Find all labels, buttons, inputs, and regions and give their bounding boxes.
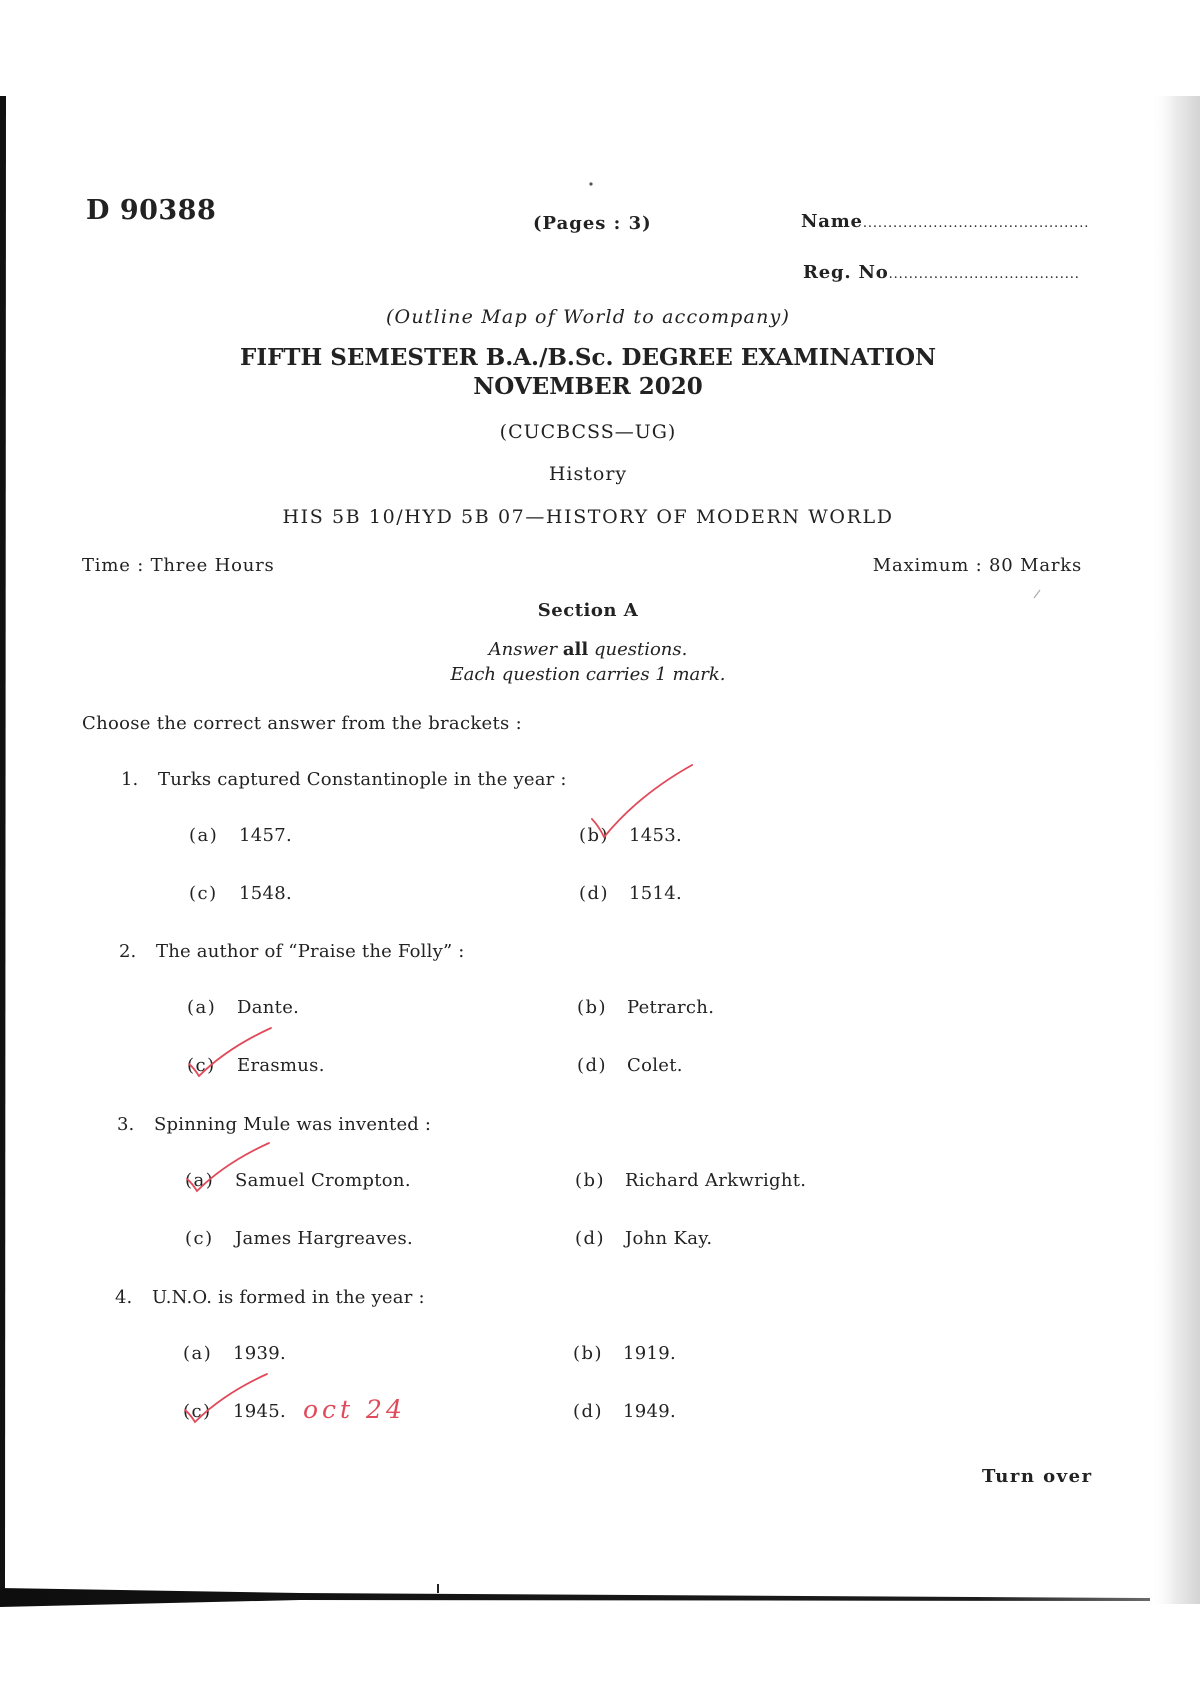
section-instruction	[0, 638, 1176, 662]
question-text: U.N.O. is formed in the year :	[152, 1287, 425, 1308]
instruction-emphasis: all	[562, 639, 589, 660]
turn-over-note: Turn over	[982, 1466, 1093, 1487]
register-number-field	[803, 261, 1080, 287]
bottom-page-edge	[0, 1588, 1150, 1607]
instruction-text: Answer	[488, 639, 558, 660]
candidate-name-field	[801, 210, 1089, 236]
question-text: The author of “Praise the Folly” :	[156, 941, 465, 962]
red-tick-mark	[185, 1026, 275, 1086]
option-label: (d)	[573, 1401, 604, 1422]
red-tick-mark	[587, 762, 697, 852]
section-directive: Choose the correct answer from the brackets :	[82, 713, 522, 734]
page-count: (Pages : 3)	[533, 213, 652, 234]
option-label: (c)	[187, 1055, 216, 1076]
option-text: 1457.	[239, 825, 293, 846]
option-text: Dante.	[237, 997, 300, 1018]
name-label: Name	[801, 211, 863, 232]
red-tick-mark	[181, 1372, 271, 1432]
option-label: (c)	[185, 1228, 214, 1249]
option-text: Erasmus.	[237, 1055, 325, 1076]
exam-scheme: (CUCBCSS—UG)	[499, 421, 677, 443]
option-label: (d)	[579, 883, 610, 904]
option-text: James Hargreaves.	[235, 1228, 414, 1249]
instruction-text: questions.	[593, 639, 688, 660]
option-text: 1919.	[623, 1343, 677, 1364]
option-text: Samuel Crompton.	[235, 1170, 411, 1191]
exam-session: NOVEMBER 2020	[473, 373, 703, 400]
question-number: 3.	[117, 1114, 135, 1135]
option-label: (b)	[579, 825, 610, 846]
option-text: 1514.	[629, 883, 683, 904]
option-label: (b)	[573, 1343, 604, 1364]
name-dotted-line: .............................................	[862, 216, 1090, 231]
scan-speck	[1034, 590, 1040, 598]
option-text: 1548.	[239, 883, 293, 904]
option-label: (d)	[577, 1055, 608, 1076]
option-label: (a)	[187, 997, 217, 1018]
section-title: Section A	[537, 600, 639, 621]
option-text: 1453.	[629, 825, 683, 846]
accompany-note: (Outline Map of World to accompany)	[385, 306, 791, 328]
option-label: (b)	[577, 997, 608, 1018]
option-label: (a)	[189, 825, 219, 846]
option-label: (c)	[189, 883, 218, 904]
option-text: John Kay.	[625, 1228, 713, 1249]
option-label: (d)	[575, 1228, 606, 1249]
reg-no-label: Reg. No	[803, 262, 889, 283]
option-text: 1949.	[623, 1401, 677, 1422]
maximum-marks: Maximum : 80 Marks	[872, 555, 1082, 576]
option-label: (c)	[183, 1401, 212, 1422]
exam-title: FIFTH SEMESTER B.A./B.Sc. DEGREE EXAMINATION	[239, 344, 937, 371]
question-2	[119, 940, 1019, 1080]
question-number: 1.	[121, 769, 139, 790]
subject-name: History	[548, 463, 628, 485]
option-text: Richard Arkwright.	[625, 1170, 807, 1191]
option-text: 1939.	[233, 1343, 287, 1364]
option-text: 1945.	[233, 1401, 287, 1422]
exam-duration: Time : Three Hours	[82, 555, 275, 576]
question-number: 2.	[119, 941, 137, 962]
question-text: Spinning Mule was invented :	[154, 1114, 432, 1135]
paper-code: D 90388	[86, 195, 217, 226]
option-label: (a)	[185, 1170, 215, 1191]
marks-note: Each question carries 1 mark.	[450, 664, 726, 685]
question-text: Turks captured Constantinople in the year :	[158, 769, 567, 790]
question-number: 4.	[115, 1287, 133, 1308]
scan-speck	[589, 182, 592, 185]
paper-title: HIS 5B 10/HYD 5B 07—HISTORY OF MODERN WORLD	[282, 506, 894, 528]
option-text: Petrarch.	[627, 997, 715, 1018]
question-4	[115, 1286, 1015, 1426]
option-text: Colet.	[627, 1055, 683, 1076]
red-tick-mark	[183, 1141, 273, 1201]
option-label: (a)	[183, 1343, 213, 1364]
question-3	[117, 1113, 1017, 1253]
question-1	[121, 768, 1021, 908]
handwritten-annotation: oct 24	[303, 1395, 406, 1424]
reg-no-dotted-line: ......................................	[888, 267, 1080, 282]
option-label: (b)	[575, 1170, 606, 1191]
